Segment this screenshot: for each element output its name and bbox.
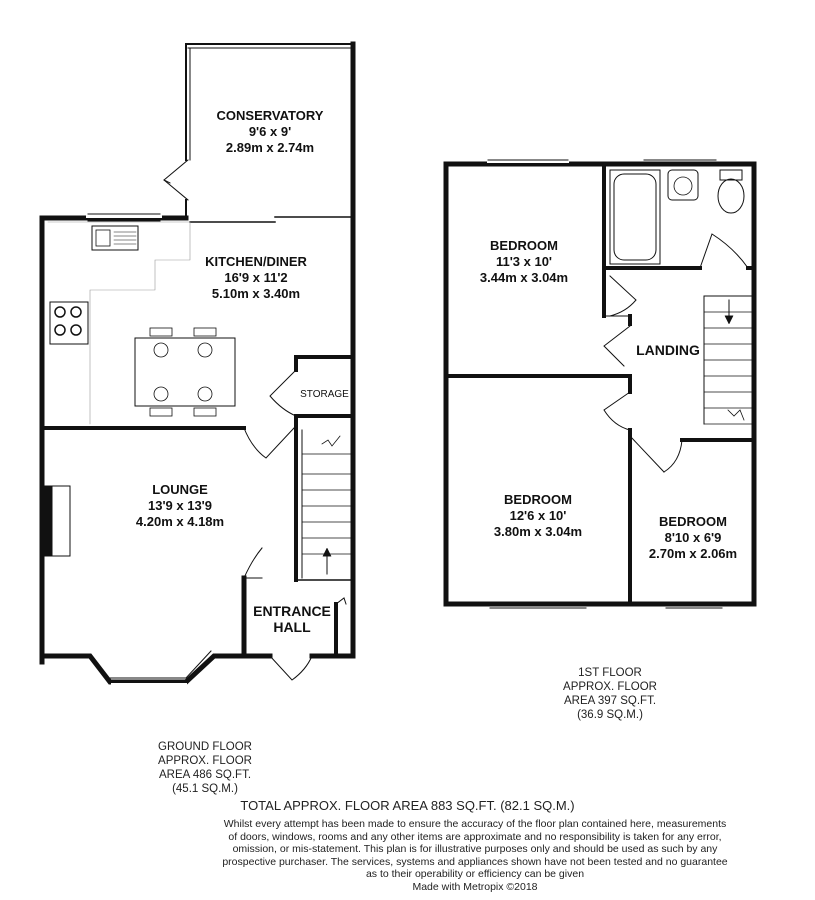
- total-floor-area: TOTAL APPROX. FLOOR AREA 883 SQ.FT. (82.1 SQ.M.): [240, 798, 575, 813]
- bedroom1-label: [446, 238, 602, 286]
- disclaimer-line6: Made with Metropix ©2018: [412, 880, 538, 893]
- ground-floor-line4: (45.1 SQ.M.): [172, 783, 238, 795]
- disclaimer: [195, 818, 755, 893]
- disclaimer-line3: omission, or mis-statement. This plan is for illustrative purposes only and should be used as such by any: [232, 843, 718, 855]
- conservatory-imperial: 9'6 x 9': [248, 124, 292, 139]
- first-floor-line3: AREA 397 SQ.FT.: [563, 695, 657, 707]
- conservatory-label: [188, 108, 352, 156]
- kitchen-imperial: 16'9 x 11'2: [224, 270, 288, 285]
- lounge-walls: [42, 428, 353, 684]
- bedroom2-label: [446, 492, 630, 540]
- bedroom3-imperial: 8'10 x 6'9: [664, 530, 722, 545]
- ground-floor-line2: APPROX. FLOOR: [158, 755, 252, 767]
- ground-floor-line3: AREA 486 SQ.FT.: [158, 769, 252, 781]
- entrance-hall-line2: HALL: [273, 619, 311, 635]
- storage-label: [296, 387, 353, 403]
- first-floor-line2: APPROX. FLOOR: [563, 681, 657, 693]
- bedroom2-imperial: 12'6 x 10': [509, 508, 567, 523]
- disclaimer-line1: Whilst every attempt has been made to ensure the accuracy of the floor plan contained here, measurements: [223, 818, 727, 830]
- bedroom3-name: BEDROOM: [659, 514, 727, 529]
- first-floor-line4: (36.9 SQ.M.): [577, 709, 643, 721]
- disclaimer-line4: prospective purchaser. The services, systems and appliances shown have not been tested and no guarantee: [222, 855, 728, 868]
- entrance-hall-line1: ENTRANCE: [253, 603, 331, 619]
- conservatory-name: CONSERVATORY: [216, 108, 324, 123]
- disclaimer-line2: of doors, windows, rooms and any other items are approximate and no responsibility is taken for any error,: [228, 830, 722, 843]
- lounge-metric: 4.20m x 4.18m: [135, 514, 225, 529]
- bedroom3-label: [632, 514, 754, 562]
- bedroom2-name: BEDROOM: [504, 492, 572, 507]
- kitchen-label: [168, 254, 344, 302]
- ground-floor-summary: [125, 740, 285, 796]
- first-floor-summary: [530, 666, 690, 722]
- bedroom1-imperial: 11'3 x 10': [495, 254, 553, 269]
- bedroom1-metric: 3.44m x 3.04m: [479, 270, 569, 285]
- lounge-name: LOUNGE: [152, 482, 208, 497]
- lounge-label: [80, 482, 280, 530]
- bedroom3-metric: 2.70m x 2.06m: [648, 546, 738, 561]
- kitchen-metric: 5.10m x 3.40m: [211, 286, 301, 301]
- landing-name: LANDING: [636, 342, 700, 358]
- entrance-hall-label: [244, 603, 340, 635]
- bathroom-fixtures: [604, 164, 754, 290]
- lounge-imperial: 13'9 x 13'9: [147, 498, 213, 513]
- ground-floor-line1: GROUND FLOOR: [158, 741, 252, 753]
- bedroom2-metric: 3.80m x 3.04m: [493, 524, 583, 539]
- landing-label: [630, 342, 706, 358]
- disclaimer-line5: as to their operability or efficiency can be given: [365, 868, 585, 880]
- storage-name: STORAGE: [300, 389, 349, 400]
- bedroom1-name: BEDROOM: [490, 238, 558, 253]
- conservatory-metric: 2.89m x 2.74m: [225, 140, 315, 155]
- first-floor-line1: 1ST FLOOR: [578, 667, 642, 679]
- kitchen-name: KITCHEN/DINER: [205, 254, 307, 269]
